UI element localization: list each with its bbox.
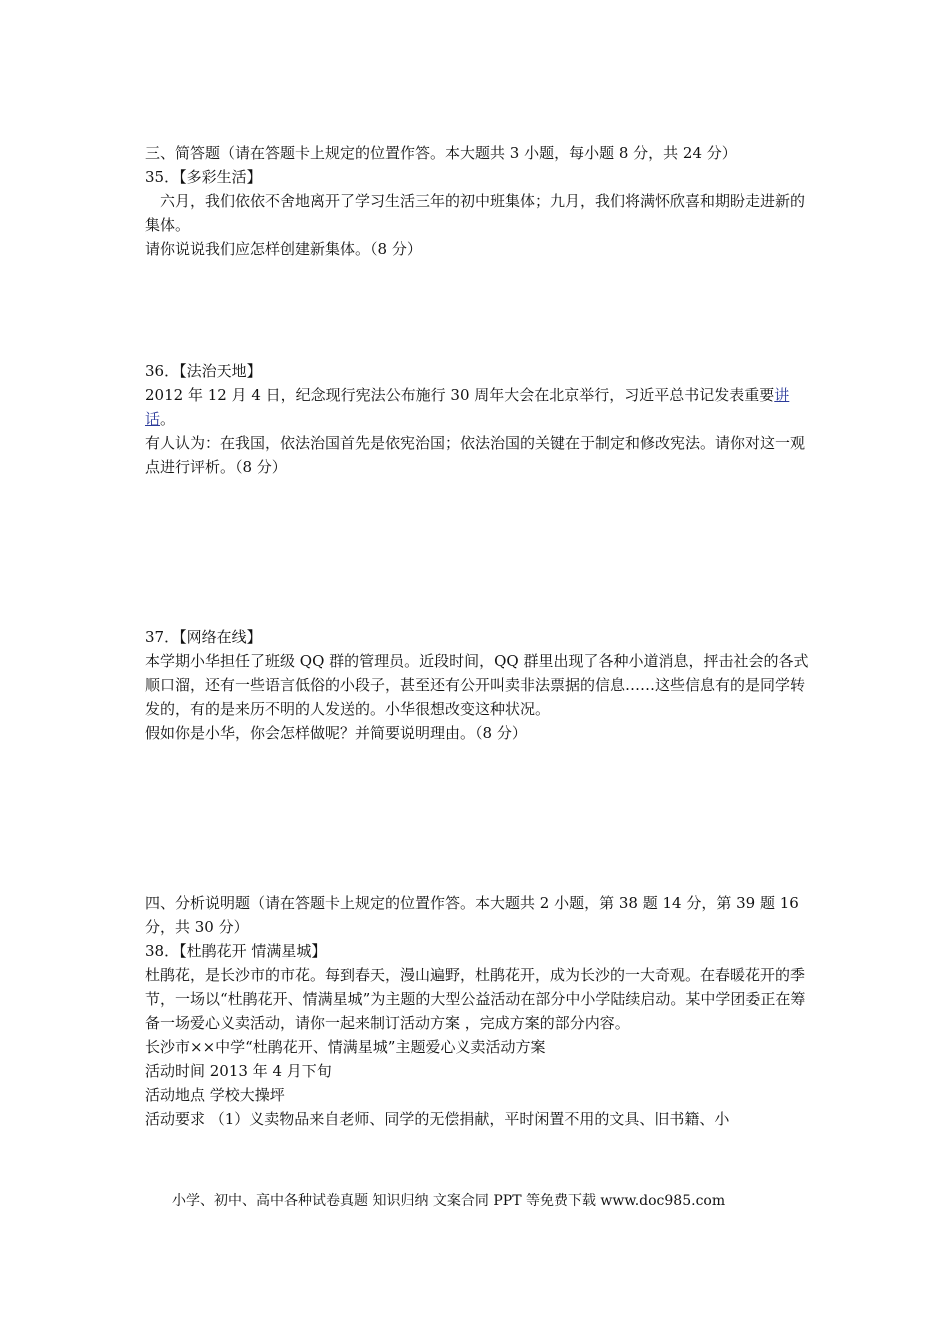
section3-heading: 三、简答题（请在答题卡上规定的位置作答。本大题共 3 小题，每小题 8 分，共 24 分） (145, 144, 737, 162)
plan-place: 活动地点 学校大操坪 (145, 1086, 285, 1104)
plan-requirement: 活动要求 （1）义卖物品来自老师、同学的无偿捐献，平时闲置不用的文具、旧书籍、小 (145, 1110, 730, 1128)
plan-title: 长沙市××中学“杜鹃花开、情满星城”主题爱心义卖活动方案 (145, 1038, 546, 1056)
answer-space-35 (145, 261, 815, 359)
q36-paragraph-end: 。 (160, 410, 176, 428)
q37-paragraph: 本学期小华担任了班级 QQ 群的管理员。近段时间，QQ 群里出现了各种小道消息，抨击社会的各式顺口溜，还有一些语言低俗的小段子，甚至还有公开叫卖非法票据的信息……这些信息有的是同学转发的，有的是来历不明的人发送的。小华很想改变这种状况。 (145, 652, 809, 718)
q36-paragraph-text: 2012 年 12 月 4 日，纪念现行宪法公布施行 30 周年大会在北京举行，习近平总书记发表重要 (145, 386, 775, 404)
q36-paragraph (145, 383, 815, 431)
q36-title: 36．【法治天地】 (145, 362, 262, 380)
q38-title: 38．【杜鹃花开 情满星城】 (145, 942, 327, 960)
q35-title: 35．【多彩生活】 (145, 168, 262, 186)
section4-heading: 四、分析说明题（请在答题卡上规定的位置作答。本大题共 2 小题，第 38 题 14 分，第 39 题 16 分，共 30 分） (145, 894, 799, 936)
page-footer: 小学、初中、高中各种试卷真题 知识归纳 文案合同 PPT 等免费下载 www.doc985.com (172, 1193, 726, 1209)
q37-title: 37．【网络在线】 (145, 628, 262, 646)
document-body (145, 141, 815, 1131)
q37-question: 假如你是小华，你会怎样做呢？并简要说明理由。（8 分） (145, 724, 527, 742)
speech-link[interactable]: 讲话 (145, 386, 790, 428)
q38-paragraph: 杜鹃花，是长沙市的市花。每到春天，漫山遍野，杜鹃花开，成为长沙的一大奇观。在春暖花开的季节，一场以“杜鹃花开、情满星城”为主题的大型公益活动在部分中小学陆续启动。某中学团委正在筹备一场爱心义卖活动，请你一起来制订活动方案 ，完成方案的部分内容。 (145, 966, 806, 1032)
q36-question: 有人认为：在我国，依法治国首先是依宪治国；依法治国的关键在于制定和修改宪法。请你对这一观点进行评析。（8 分） (145, 434, 806, 476)
answer-space-36 (145, 479, 815, 625)
answer-space-37 (145, 745, 815, 891)
plan-time: 活动时间 2013 年 4 月下旬 (145, 1062, 332, 1080)
q35-paragraph: 六月，我们依依不舍地离开了学习生活三年的初中班集体；九月，我们将满怀欣喜和期盼走进新的集体。 (145, 192, 806, 234)
q35-question: 请你说说我们应怎样创建新集体。（8 分） (145, 240, 422, 258)
